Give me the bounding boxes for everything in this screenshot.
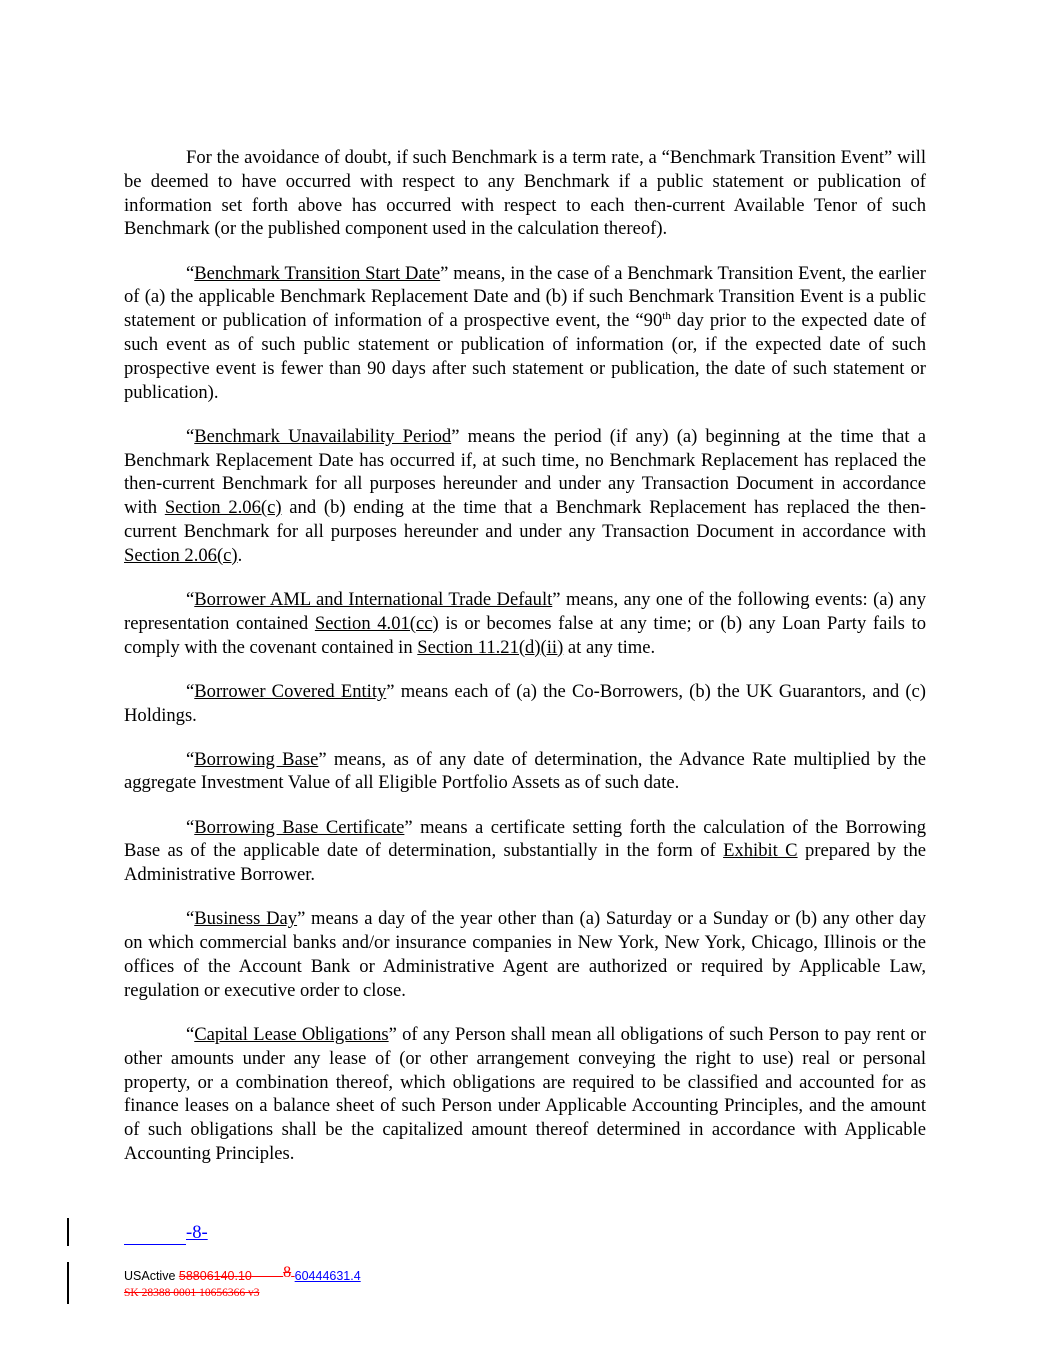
deleted-doc-reference: SK 28388 0001 10656366 v3	[124, 1287, 260, 1299]
section-reference: Section 11.21(d)(ii)	[417, 636, 564, 658]
section-reference: Section 2.06(c)	[164, 497, 282, 519]
defined-term: Business Day	[194, 908, 298, 930]
defined-term: Borrower AML and International Trade Default	[194, 588, 553, 610]
deleted-doc-number: 58806140.10	[178, 1269, 252, 1283]
defined-term: Borrower Covered Entity	[194, 680, 387, 702]
section-reference: Section 2.06(c)	[124, 544, 238, 566]
definition-borrower-covered-entity: “Borrower Covered Entity” means each of (a) the Co-Borrowers, (b) the UK Guarantors, and (c) Holdings.	[124, 680, 926, 726]
definition-business-day: “Business Day” means a day of the year other than (a) Saturday or a Sunday or (b) any other day on which commercial banks and/or insurance companies in New York, New York, Chicago, Illinois or the offices of the Account Bank or Administrative Agent are authorized or required by Applicable Law, regulation or executive order to close.	[124, 908, 927, 1001]
definition-benchmark-transition-start-date: “Benchmark Transition Start Date” means, in the case of a Benchmark Transition Event, the earlier of (a) the applicable Benchmark Replacement Date and (b) if such Benchmark Transition Event is a public statement or publication of information of a prospective event, the “90th day prior to the expected date of such event as of such public statement or publication of information (or, if the expected date of such prospective event is fewer than 90 days after such statement or publication, the date of such statement or publication).	[124, 262, 927, 403]
defined-term: Benchmark Unavailability Period	[194, 425, 452, 447]
defined-term: Benchmark Transition Start Date	[194, 262, 441, 284]
deleted-page-number: 8	[283, 1264, 292, 1281]
deleted-spacer	[252, 1269, 283, 1283]
exhibit-reference: Exhibit C	[723, 840, 798, 862]
definition-borrowing-base: “Borrowing Base” means, as of any date of determination, the Advance Rate multiplied by the aggregate Investment Value of all Eligible Portfolio Assets as of such date.	[124, 748, 926, 794]
page-number: -8-	[186, 1222, 208, 1243]
definition-benchmark-unavailability-period: “Benchmark Unavailability Period” means the period (if any) (a) beginning at the time that a Benchmark Replacement Date has occurred if, at such time, no Benchmark Replacement has replaced the then-current Benchmark for all purposes hereunder and under any Transaction Document in accordance with Section 2.06(c) and (b) ending at the time that a Benchmark Replacement has replaced the then-current Benchmark for all purposes hereunder and under any Transaction Document in accordance with Section 2.06(c).	[124, 425, 926, 566]
change-bar	[67, 1262, 69, 1304]
document-id-footer: USActive 58806140.10 8 60444631.4	[124, 1264, 361, 1283]
defined-term: Borrowing Base	[194, 748, 319, 770]
page-number-area	[124, 1222, 424, 1248]
paragraph-avoidance-of-doubt: For the avoidance of doubt, if such Benchmark is a term rate, a “Benchmark Transition Event” will be deemed to have occurred with respect to any Benchmark if a public statement or publication of information set forth above has occurred with respect to each then-current Available Tenor of such Benchmark (or the published component used in the calculation thereof).	[124, 147, 926, 240]
definition-capital-lease-obligations: “Capital Lease Obligations” of any Person shall mean all obligations of such Person to pay rent or other amounts under any lease of (or other arrangement conveying the right to use) real or personal property, or a combination thereof, which obligations are required to be classified and accounted for as finance leases on a balance sheet of such Person under Applicable Accounting Principles, and the amount of such obligations shall be the capitalized amount thereof determined in accordance with Applicable Accounting Principles.	[124, 1024, 927, 1165]
inserted-doc-number: 60444631.4	[294, 1269, 361, 1283]
defined-term: Capital Lease Obligations	[194, 1024, 389, 1046]
inserted-tab-underline	[124, 1244, 186, 1245]
definition-borrower-aml-default: “Borrower AML and International Trade Default” means, any one of the following events: (a) any representation contained Section 4.01(cc) is or becomes false at any time; or (b) any Loan Party fails to comply with the covenant contained in Section 11.21(d)(ii) at any time.	[124, 588, 926, 658]
definition-borrowing-base-certificate: “Borrowing Base Certificate” means a certificate setting forth the calculation of the Borrowing Base as of the applicable date of determination, substantially in the form of Exhibit C prepared by the Administrative Borrower.	[124, 816, 927, 886]
change-bar	[67, 1218, 69, 1246]
superscript: th	[662, 309, 671, 322]
section-reference: Section 4.01(cc)	[314, 612, 439, 634]
defined-term: Borrowing Base Certificate	[194, 816, 405, 838]
document-body	[124, 146, 926, 1186]
